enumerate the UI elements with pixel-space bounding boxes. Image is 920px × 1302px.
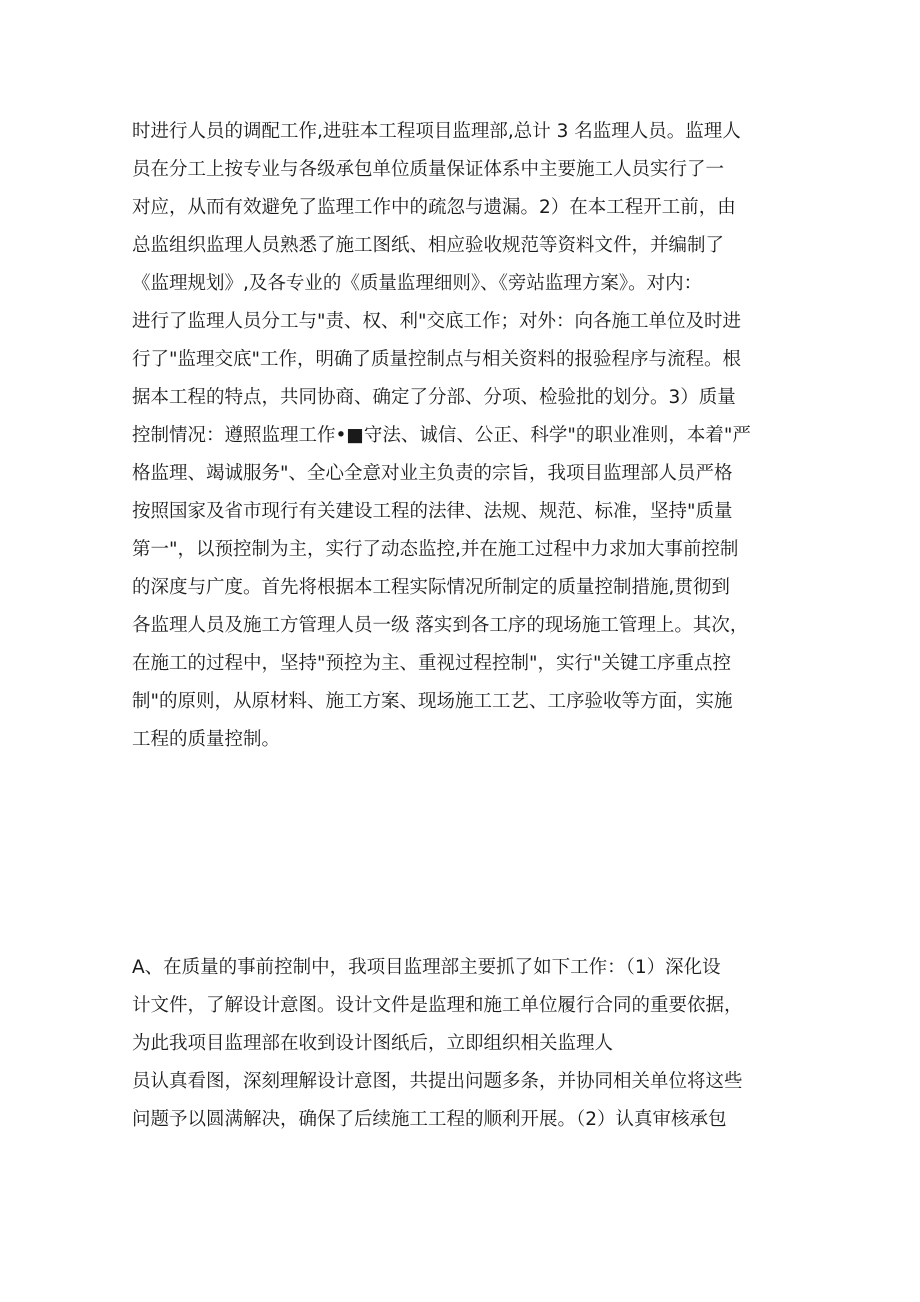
text-line: 《监理规划》,及各专业的《质量监理细则》、《旁站监理方案》。对内： — [132, 273, 703, 294]
text-line: 对应，从而有效避免了监理工作中的疏忽与遗漏。2）在本工程开工前，由 — [132, 197, 736, 218]
text-line: 进行了监理人员分工与"责、权、利"交底工作；对外：向各施工单位及时进 — [132, 311, 742, 332]
text-line: 计文件，了解设计意图。设计文件是监理和施工单位履行合同的重要依据， — [132, 995, 743, 1016]
text-line: 各监理人员及施工方管理人员一级 落实到各工序的现场施工管理上。其次， — [132, 615, 749, 636]
text-line: 问题予以圆满解决，确保了后续施工工程的顺利开展。（2）认真审核承包 — [132, 1109, 727, 1130]
text-line: 员在分工上按专业与各级承包单位质量保证体系中主要施工人员实行了一 — [132, 159, 725, 180]
text-line: 在施工的过程中，坚持"预控为主、重视过程控制"，实行"关键工序重点控 — [132, 653, 732, 674]
text-line: 制"的原则，从原材料、施工方案、现场施工工艺、工序验收等方面，实施 — [132, 691, 733, 712]
text-line: 控制情况：遵照监理工作•■守法、诚信、公正、科学"的职业准则，本着"严 — [132, 425, 751, 446]
text-line: 时进行人员的调配工作,进驻本工程项目监理部,总计 3 名监理人员。监理人 — [132, 121, 741, 142]
text-line: 总监组织监理人员熟悉了施工图纸、相应验收规范等资料文件，并编制了 — [132, 235, 725, 256]
text-line: 按照国家及省市现行有关建设工程的法律、法规、规范、标准，坚持"质量 — [132, 501, 733, 522]
text-line: 格监理、竭诚服务"、全心全意对业主负责的宗旨，我项目监理部人员严格 — [132, 463, 733, 484]
paragraph-supervision-overview — [132, 113, 792, 759]
text-line: 行了"监理交底"工作，明确了质量控制点与相关资料的报验程序与流程。根 — [132, 349, 742, 370]
text-line: 员认真看图，深刻理解设计意图，共提出问题多条，并协同相关单位将这些 — [132, 1071, 743, 1092]
text-line: 为此我项目监理部在收到设计图纸后，立即组织相关监理人 — [132, 1033, 614, 1054]
text-line: 工程的质量控制。 — [132, 729, 281, 750]
text-line: 据本工程的特点，共同协商、确定了分部、分项、检验批的划分。3）质量 — [132, 387, 736, 408]
text-line: A、在质量的事前控制中，我项目监理部主要抓了如下工作：（1）深化设 — [132, 957, 721, 978]
paragraph-pre-control-work — [132, 949, 792, 1139]
text-line: 的深度与广度。首先将根据本工程实际情况所制定的质量控制措施,贯彻到 — [132, 577, 730, 598]
text-line: 第一"，以预控制为主，实行了动态监控,并在施工过程中力求加大事前控制 — [132, 539, 739, 560]
